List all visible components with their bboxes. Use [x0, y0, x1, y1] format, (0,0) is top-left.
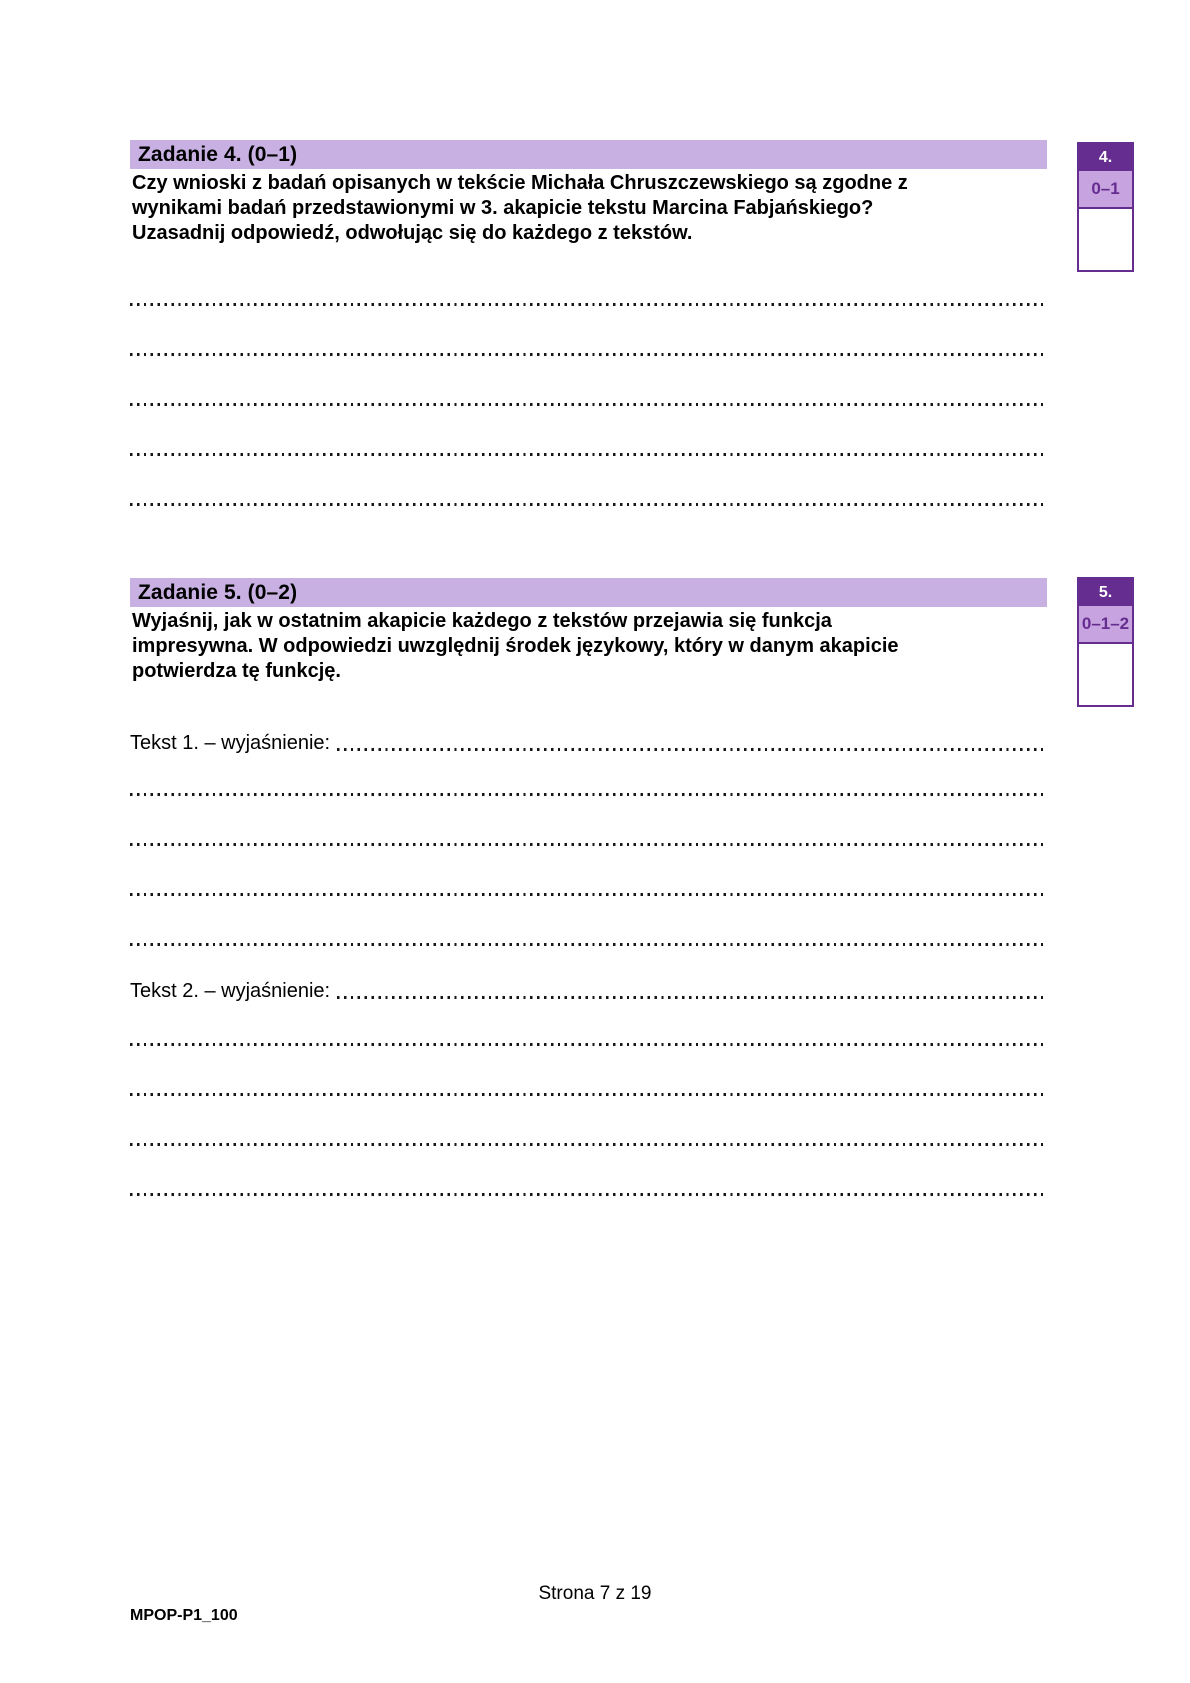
form-code: MPOP-P1_100: [130, 1607, 238, 1624]
task-5-section: [130, 578, 1047, 1198]
task-5-score-box: [1077, 577, 1134, 707]
task-4-instructions: Czy wnioski z badań opisanych w tekście Michała Chruszczewskiego są zgodne z wynikami badań przedstawionymi w 3. akapicie tekstu Marcina Fabjańskiego? Uzasadnij odpowiedź, odwołując się do każdego z tekstów.: [132, 172, 908, 244]
answer-line: [130, 1098, 1047, 1148]
task-4-score-range: 0–1: [1079, 171, 1132, 209]
task-4-score-box: [1077, 142, 1134, 272]
content-column: [130, 140, 1047, 1198]
answer-line: [130, 1148, 1047, 1198]
task-5-score-empty-cell: [1079, 644, 1132, 705]
text2-label: Tekst 2. – wyjaśnienie:: [130, 980, 331, 1002]
answer-line: [130, 408, 1047, 458]
task-4-score-empty-cell: [1079, 209, 1132, 270]
task-5-score-range: 0–1–2: [1079, 606, 1132, 644]
answer-line: [130, 848, 1047, 898]
answer-line: [130, 798, 1047, 848]
task-4-score-number: 4.: [1079, 144, 1132, 171]
task-5-title: Zadanie 5. (0–2): [138, 580, 298, 604]
answer-line: [130, 358, 1047, 408]
answer-line: [130, 1048, 1047, 1098]
page-number: Strona 7 z 19: [538, 1583, 652, 1604]
answer-line: [130, 308, 1047, 358]
task-5-score-number: 5.: [1079, 579, 1132, 606]
answer-line: [130, 258, 1047, 308]
answer-line: [130, 998, 1047, 1048]
task-5-text2-answer-area: [130, 998, 1047, 1198]
answer-line: [130, 458, 1047, 508]
task-4-answer-area: [130, 258, 1047, 508]
task-4-title: Zadanie 4. (0–1): [138, 142, 298, 166]
answer-line: [130, 898, 1047, 948]
task-4-section: [130, 140, 1047, 508]
answer-line: [130, 748, 1047, 798]
task-5-text1-answer-area: [130, 748, 1047, 948]
task-5-instructions: Wyjaśnij, jak w ostatnim akapicie każdego z tekstów przejawia się funkcja impresywna. W odpowiedzi uwzględnij środek językowy, który w danym akapicie potwierdza tę funkcję.: [132, 610, 899, 682]
text1-label: Tekst 1. – wyjaśnienie:: [130, 732, 331, 754]
task-5-header-band: [130, 578, 1047, 607]
task-4-header-band: [130, 140, 1047, 169]
